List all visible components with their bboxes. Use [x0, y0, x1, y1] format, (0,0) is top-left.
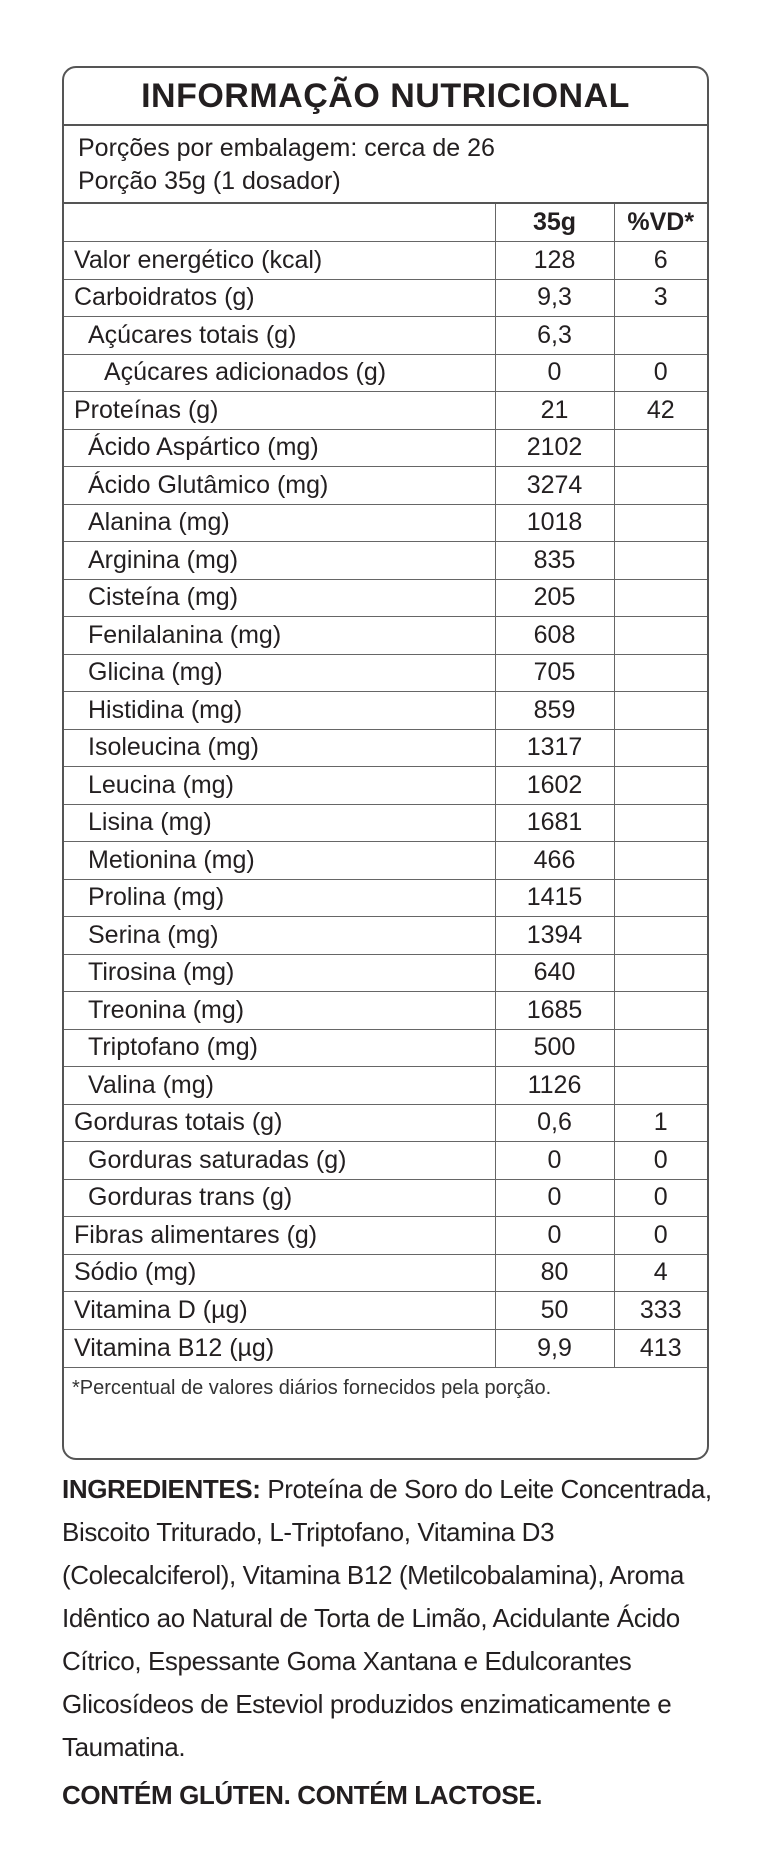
- nutrient-amount: 1018: [495, 504, 614, 542]
- table-row: [64, 504, 707, 542]
- nutrient-label: Triptofano (mg): [64, 1029, 495, 1067]
- nutrient-daily-value: [614, 767, 707, 805]
- nutrient-daily-value: [614, 692, 707, 730]
- table-row: [64, 1029, 707, 1067]
- nutrient-label: Açúcares adicionados (g): [64, 354, 495, 392]
- nutrient-label: Gorduras saturadas (g): [64, 1142, 495, 1180]
- nutrient-amount: 0,6: [495, 1104, 614, 1142]
- nutrient-daily-value: 333: [614, 1292, 707, 1330]
- nutrient-label: Valor energético (kcal): [64, 242, 495, 280]
- table-row: [64, 1254, 707, 1292]
- table-row: [64, 954, 707, 992]
- table-row: [64, 1217, 707, 1255]
- nutrient-label: Proteínas (g): [64, 392, 495, 430]
- panel-title: INFORMAÇÃO NUTRICIONAL: [64, 68, 707, 126]
- header-daily-value: %VD*: [614, 204, 707, 242]
- table-row: [64, 542, 707, 580]
- nutrient-daily-value: [614, 542, 707, 580]
- table-row: [64, 392, 707, 430]
- nutrient-label: Histidina (mg): [64, 692, 495, 730]
- nutrient-amount: 466: [495, 842, 614, 880]
- nutrient-amount: 2102: [495, 429, 614, 467]
- nutrient-label: Sódio (mg): [64, 1254, 495, 1292]
- nutrient-label: Serina (mg): [64, 917, 495, 955]
- nutrient-amount: 835: [495, 542, 614, 580]
- nutrient-label: Isoleucina (mg): [64, 729, 495, 767]
- nutrient-amount: 640: [495, 954, 614, 992]
- nutrient-daily-value: 0: [614, 1217, 707, 1255]
- nutrient-amount: 1394: [495, 917, 614, 955]
- nutrient-amount: 3274: [495, 467, 614, 505]
- nutrient-amount: 705: [495, 654, 614, 692]
- table-row: [64, 992, 707, 1030]
- nutrient-label: Alanina (mg): [64, 504, 495, 542]
- nutrient-label: Carboidratos (g): [64, 279, 495, 317]
- nutrient-amount: 500: [495, 1029, 614, 1067]
- nutrient-amount: 0: [495, 1142, 614, 1180]
- nutrient-amount: 0: [495, 1217, 614, 1255]
- nutrient-daily-value: 1: [614, 1104, 707, 1142]
- table-row: [64, 354, 707, 392]
- nutrient-daily-value: 0: [614, 1142, 707, 1180]
- nutrient-amount: 1681: [495, 804, 614, 842]
- nutrient-daily-value: [614, 429, 707, 467]
- table-row: [64, 242, 707, 280]
- table-row: [64, 729, 707, 767]
- table-row: [64, 1179, 707, 1217]
- nutrient-daily-value: [614, 804, 707, 842]
- nutrient-label: Arginina (mg): [64, 542, 495, 580]
- table-row: [64, 1067, 707, 1105]
- serving-info: [64, 126, 707, 204]
- nutrient-label: Metionina (mg): [64, 842, 495, 880]
- nutrient-label: Açúcares totais (g): [64, 317, 495, 355]
- nutrient-label: Fenilalanina (mg): [64, 617, 495, 655]
- nutrient-amount: 205: [495, 579, 614, 617]
- nutrient-label: Vitamina B12 (µg): [64, 1329, 495, 1367]
- header-amount: 35g: [495, 204, 614, 242]
- nutrient-daily-value: [614, 954, 707, 992]
- table-row: [64, 467, 707, 505]
- table-row: [64, 317, 707, 355]
- nutrient-daily-value: [614, 317, 707, 355]
- nutrient-amount: 1685: [495, 992, 614, 1030]
- nutrient-daily-value: 4: [614, 1254, 707, 1292]
- nutrient-label: Leucina (mg): [64, 767, 495, 805]
- nutrient-amount: 1126: [495, 1067, 614, 1105]
- footnote: *Percentual de valores diários fornecidos pela porção.: [64, 1367, 707, 1410]
- nutrient-label: Fibras alimentares (g): [64, 1217, 495, 1255]
- nutrient-amount: 608: [495, 617, 614, 655]
- table-row: [64, 617, 707, 655]
- servings-per-package: Porções por embalagem: cerca de 26: [78, 134, 495, 162]
- nutrient-daily-value: 6: [614, 242, 707, 280]
- nutrient-label: Treonina (mg): [64, 992, 495, 1030]
- nutrient-label: Valina (mg): [64, 1067, 495, 1105]
- ingredients-heading: INGREDIENTES:: [62, 1474, 261, 1504]
- nutrient-amount: 6,3: [495, 317, 614, 355]
- table-row: [64, 692, 707, 730]
- nutrient-label: Glicina (mg): [64, 654, 495, 692]
- ingredients-section: [62, 1468, 712, 1769]
- nutrient-daily-value: [614, 1029, 707, 1067]
- table-row: [64, 429, 707, 467]
- table-row: [64, 1329, 707, 1367]
- nutrient-amount: 1317: [495, 729, 614, 767]
- nutrient-amount: 1602: [495, 767, 614, 805]
- nutrition-rows: [64, 242, 707, 1367]
- nutrient-daily-value: [614, 879, 707, 917]
- nutrient-label: Gorduras trans (g): [64, 1179, 495, 1217]
- nutrient-daily-value: 413: [614, 1329, 707, 1367]
- nutrient-label: Lisina (mg): [64, 804, 495, 842]
- nutrient-amount: 0: [495, 354, 614, 392]
- nutrient-label: Cisteína (mg): [64, 579, 495, 617]
- nutrient-daily-value: 42: [614, 392, 707, 430]
- table-row: [64, 879, 707, 917]
- allergen-warning: CONTÉM GLÚTEN. CONTÉM LACTOSE.: [62, 1780, 543, 1810]
- nutrition-facts-panel: [62, 66, 709, 1460]
- nutrient-daily-value: [614, 579, 707, 617]
- nutrient-daily-value: [614, 1067, 707, 1105]
- nutrient-amount: 128: [495, 242, 614, 280]
- nutrient-daily-value: [614, 729, 707, 767]
- table-row: [64, 654, 707, 692]
- nutrient-amount: 9,9: [495, 1329, 614, 1367]
- table-row: [64, 1142, 707, 1180]
- nutrient-daily-value: [614, 617, 707, 655]
- table-row: [64, 1292, 707, 1330]
- nutrient-amount: 80: [495, 1254, 614, 1292]
- nutrient-amount: 9,3: [495, 279, 614, 317]
- table-row: [64, 1104, 707, 1142]
- nutrient-daily-value: [614, 467, 707, 505]
- nutrient-label: Vitamina D (µg): [64, 1292, 495, 1330]
- nutrient-daily-value: [614, 504, 707, 542]
- nutrition-table: [64, 204, 707, 1367]
- table-row: [64, 579, 707, 617]
- nutrient-label: Tirosina (mg): [64, 954, 495, 992]
- nutrient-amount: 0: [495, 1179, 614, 1217]
- nutrient-label: Ácido Glutâmico (mg): [64, 467, 495, 505]
- table-row: [64, 279, 707, 317]
- nutrient-label: Gorduras totais (g): [64, 1104, 495, 1142]
- nutrient-amount: 859: [495, 692, 614, 730]
- table-header-row: [64, 204, 707, 242]
- nutrient-daily-value: [614, 917, 707, 955]
- nutrient-daily-value: 3: [614, 279, 707, 317]
- header-nutrient: [64, 204, 495, 242]
- serving-size: Porção 35g (1 dosador): [78, 167, 341, 195]
- ingredients-text: Proteína de Soro do Leite Concentrada, Biscoito Triturado, L-Triptofano, Vitamina D3 (Colecalciferol), Vitamina B12 (Metilcobalamina), Aroma Idêntico ao Natural de Torta de Limão, Acidulante Ácido Cítrico, Espessante Goma Xantana e Edulcorantes Glicosídeos de Esteviol produzidos enzimaticamente e Taumatina.: [62, 1474, 712, 1762]
- table-row: [64, 842, 707, 880]
- table-row: [64, 917, 707, 955]
- nutrient-daily-value: [614, 842, 707, 880]
- nutrient-amount: 50: [495, 1292, 614, 1330]
- nutrient-daily-value: [614, 654, 707, 692]
- nutrient-label: Prolina (mg): [64, 879, 495, 917]
- nutrient-label: Ácido Aspártico (mg): [64, 429, 495, 467]
- table-row: [64, 767, 707, 805]
- nutrient-amount: 1415: [495, 879, 614, 917]
- table-row: [64, 804, 707, 842]
- nutrient-daily-value: [614, 992, 707, 1030]
- nutrient-daily-value: 0: [614, 1179, 707, 1217]
- nutrient-daily-value: 0: [614, 354, 707, 392]
- nutrient-amount: 21: [495, 392, 614, 430]
